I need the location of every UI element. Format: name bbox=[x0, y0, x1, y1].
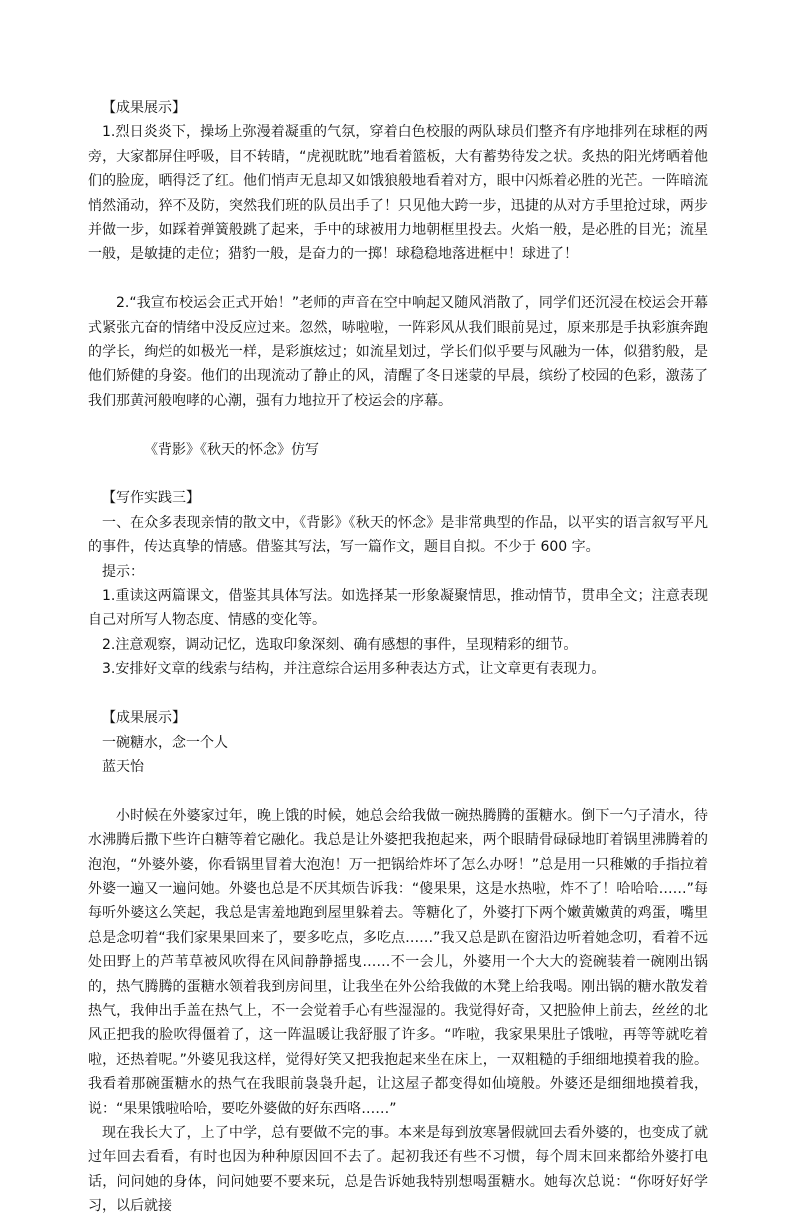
essay-author: 蓝天怡 bbox=[102, 758, 144, 775]
hint-item-3: 3.安排好文章的线索与结构，并注意综合运用多种表达方式，让文章更有表现力。 bbox=[102, 661, 606, 678]
spacer bbox=[88, 779, 708, 803]
section-heading-writing-practice: 【写作实践三】 bbox=[102, 490, 200, 507]
example-paragraph-1: 1.烈日炎炎下，操场上弥漫着凝重的气氛，穿着白色校服的两队球员们整齐有序地排列在球框的两旁，大家都屏住呼吸，目不转睛，“虎视眈眈”地看着篮板，大有蓄势待发之状。炙热的阳光烤晒着他们的脸庞，晒得泛了红。他们悄声无息却又如饿狼般地看着对方，眼中闪烁着必胜的光芒。一阵暗流悄然涌动，猝不及防，突然我们班的队员出手了！只见他大跨一步，迅捷的从对方手里抢过球，两步并做一步，如踩着弹簧般跳了起来，手中的球被用力地朝框里投去。火焰一般，是必胜的目光；流星一般，是敏捷的走位；猎豹一般，是奋力的一掷！球稳稳地落进框中！球进了！ bbox=[88, 124, 708, 263]
document-page bbox=[88, 96, 708, 1219]
example-paragraph-2: 2.“我宣布校运会正式开始！”老师的声音在空中响起又随风消散了，同学们还沉浸在校运会开幕式紧张亢奋的情绪中没反应过来。忽然，哧啦啦，一阵彩风从我们眼前晃过，原来那是手执彩旗奔跑的学长，绚烂的如极光一样，是彩旗炫过；如流星划过，学长们似乎要与风融为一体，似猎豹般，是他们矫健的身姿。他们的出现流动了静止的风，清醒了冬日迷蒙的早晨，缤纷了校园的色彩，激荡了我们那黄河般咆哮的心潮，强有力地拉开了校运会的序幕。 bbox=[88, 295, 708, 409]
spacer bbox=[88, 413, 708, 437]
spacer bbox=[88, 682, 708, 706]
hint-label: 提示： bbox=[102, 563, 144, 580]
section-heading-results-1: 【成果展示】 bbox=[102, 100, 186, 116]
writing-task: 一、在众多表现亲情的散文中，《背影》《秋天的怀念》是非常典型的作品，以平实的语言叙写平凡的事件，传达真挚的情感。借鉴其写法，写一篇作文，题目自拟。不少于 600 字。 bbox=[88, 514, 708, 556]
hint-item-1: 1.重读这两篇课文，借鉴其具体写法。如选择某一形象凝聚情思，推动情节，贯串全文；注意表现自己对所写人物态度、情感的变化等。 bbox=[88, 588, 708, 629]
hint-item-2: 2.注意观察，调动记忆，选取印象深刻、确有感想的事件，呈现精彩的细节。 bbox=[102, 636, 578, 653]
essay-paragraph-2: 现在我长大了，上了中学，总有要做不完的事。本来是每到放寒暑假就回去看外婆的，也变成了就过年回去看看，有时也因为种种原因回不去了。起初我还有些不习惯，每个周末回来都给外婆打电话，问问她的身体，问问她要不要来玩，总是告诉她我特别想喝蛋糖水。她每次总说：“你呀好好学习，以后就接 bbox=[88, 1124, 708, 1215]
essay-paragraph-1: 小时候在外婆家过年，晚上饿的时候，她总会给我做一碗热腾腾的蛋糖水。倒下一勺子清水，待水沸腾后撒下些许白糖等着它融化。我总是让外婆把我抱起来，两个眼睛骨碌碌地盯着锅里沸腾着的泡泡，“外婆外婆，你看锅里冒着大泡泡！万一把锅给炸坏了怎么办呀！”总是用一只稚嫩的手指拉着外婆一遍又一遍问她。外婆也总是不厌其烦告诉我：“傻果果，这是水热啦，炸不了！哈哈哈……”每每听外婆这么笑起，我总是害羞地跑到屋里躲着去。等糖化了，外婆打下两个嫩黄嫩黄的鸡蛋，嘴里总是念叨着“我们家果果回来了，要多吃点，多吃点……”我又总是趴在窗沿边听着她念叨，看着不远处田野上的芦苇草被风吹得在风间静静摇曳……不一会儿，外婆用一个大大的瓷碗装着一碗刚出锅的，热气腾腾的蛋糖水领着我到房间里，让我坐在外公给我做的木凳上给我喝。刚出锅的糖水散发着热气，我伸出手盖在热气上，不一会觉着手心有些湿湿的。我觉得好奇，又把脸伸上前去，丝丝的北风正把我的脸吹得僵着了，这一阵温暖让我舒服了许多。“咋啦，我家果果肚子饿啦，再等等就吃着啦，还热着呢。”外婆见我这样，觉得好笑又把我抱起来坐在床上，一双粗糙的手细细地摸着我的脸。我看着那碗蛋糖水的热气在我眼前袅袅升起，让这屋子都变得如仙境般。外婆还是细细地摸着我，说：“果果饿啦哈哈，要吃外婆做的好东西咯……” bbox=[88, 807, 708, 1117]
spacer bbox=[88, 462, 708, 486]
imitation-title: 《背影》《秋天的怀念》仿写 bbox=[144, 441, 319, 458]
spacer bbox=[88, 267, 708, 291]
essay-title: 一碗糖水，念一个人 bbox=[102, 734, 228, 751]
section-heading-results-2: 【成果展示】 bbox=[102, 710, 186, 727]
